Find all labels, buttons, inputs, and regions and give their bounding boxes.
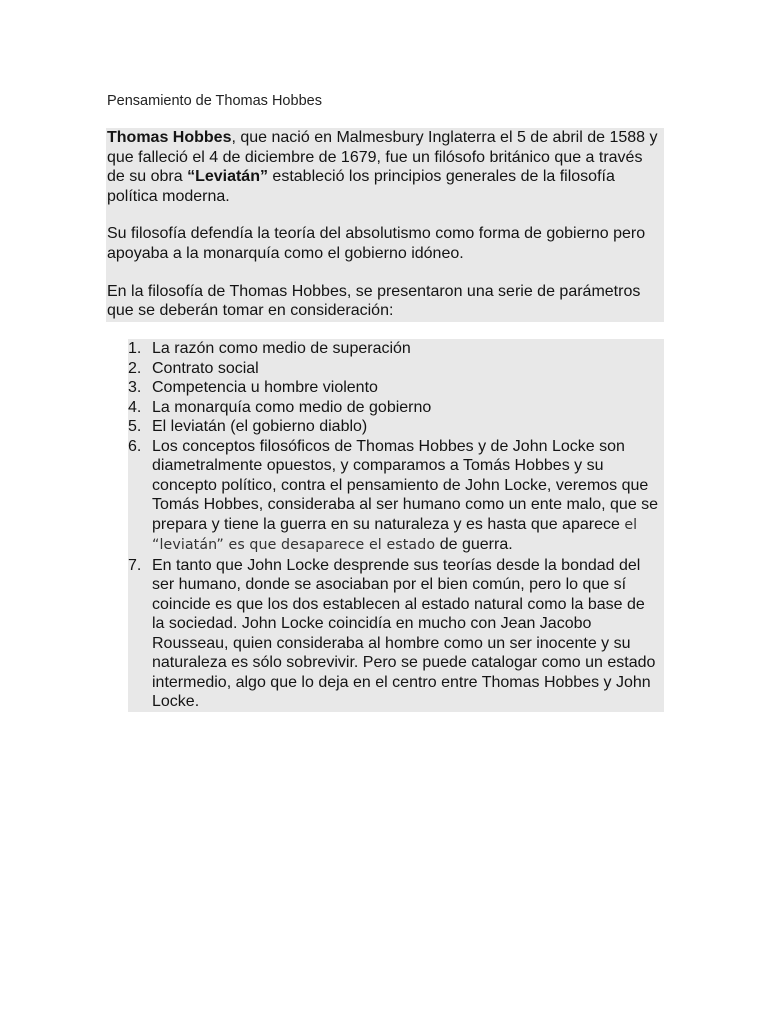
list-item	[128, 398, 660, 418]
list-item-number: 5.	[128, 418, 142, 435]
list-item	[128, 359, 660, 379]
list-item-text: El leviatán (el gobierno diablo)	[152, 418, 368, 435]
list-item-number: 2.	[128, 359, 142, 377]
parameters-list	[128, 339, 660, 712]
parameters-list-section	[128, 339, 664, 712]
list-item-text: La razón como medio de superación	[152, 340, 411, 357]
list-item-text: En tanto que John Locke desprende sus teorías desde la bondad del ser humano, donde se asociaban por el bien común, pero lo que sí coincide es que los dos establecen al estado natural como la base de la sociedad. John Locke coincidía en mucho con Jean Jacobo Rousseau, quien consideraba al hombre como un ser inocente y su naturaleza es sólo sobrevivir. Pero se puede catalogar como un estado intermedio, algo que lo deja en el centro entre Thomas Hobbes y John Locke.	[152, 556, 656, 710]
list-item-text: Los conceptos filosóficos de Thomas Hobbes y de John Locke son diametralmente opuestos, y comparamos a Tomás Hobbes y su concepto político, contra el pensamiento de John Locke, veremos que Tomás Hobbes, consideraba al ser humano como un ente malo, que se prepara y tiene la guerra en su naturaleza y es hasta que aparece	[152, 437, 659, 533]
list-item-number: 7.	[128, 556, 142, 574]
intro-paragraph-1	[107, 128, 664, 206]
list-item	[128, 437, 660, 556]
intro-paragraph-1-text-b: estableció los principios generales de la filosofía política moderna.	[107, 168, 615, 205]
list-item-text-wrapper	[152, 437, 660, 556]
list-item	[128, 339, 660, 359]
intro-paragraph-1-text-a: , que nació en Malmesbury Inglaterra el 5 de abril de 1588 y que falleció el 4 de diciembre de 1679, fue un filósofo británico que a través de su obra	[107, 129, 658, 186]
list-item-number: 1.	[128, 340, 142, 357]
author-name: Thomas Hobbes	[107, 129, 232, 146]
list-item-text: Contrato social	[152, 359, 259, 377]
document-title: Pensamiento de Thomas Hobbes	[107, 93, 322, 109]
list-item	[128, 417, 660, 437]
list-item-text-light: el “leviatán” es que desaparece el estado	[152, 516, 638, 553]
work-title: “Leviatán”	[187, 168, 268, 186]
list-item-number: 6.	[128, 437, 142, 455]
intro-paragraph-3: En la filosofía de Thomas Hobbes, se presentaron una serie de parámetros que se deberán tomar en consideración:	[107, 282, 641, 320]
list-item-text-tail: de guerra.	[439, 536, 513, 553]
intro-section	[106, 128, 664, 322]
list-item-text: La monarquía como medio de gobierno	[152, 398, 432, 416]
list-item-number: 4.	[128, 398, 142, 416]
list-item-number: 3.	[128, 379, 142, 396]
list-item	[128, 378, 660, 398]
list-item	[128, 556, 660, 712]
list-item-text: Competencia u hombre violento	[152, 379, 378, 396]
intro-paragraph-2: Su filosofía defendía la teoría del absolutismo como forma de gobierno pero apoyaba a la monarquía como el gobierno idóneo.	[107, 225, 646, 262]
